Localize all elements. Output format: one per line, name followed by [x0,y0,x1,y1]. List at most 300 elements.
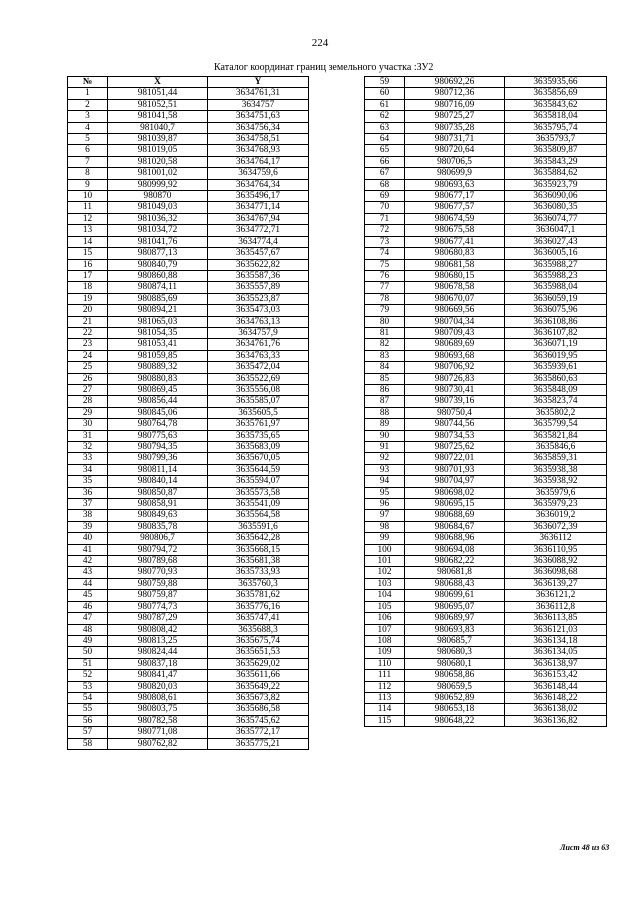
x-coordinate: 980712,36 [405,88,505,99]
y-coordinate: 3635859,31 [505,453,607,464]
x-coordinate: 980652,89 [405,692,505,703]
x-coordinate: 980699,9 [405,168,505,179]
catalog-title: Каталог координат границ земельного участка :ЗУ2 [214,62,434,73]
y-coordinate: 3634761,31 [208,88,309,99]
y-coordinate: 3635673,82 [208,692,309,703]
point-number: 23 [68,339,108,350]
point-number: 63 [365,122,405,133]
table-row [365,476,607,487]
table-row [68,156,309,167]
y-coordinate: 3635651,53 [208,647,309,658]
y-coordinate: 3636047,1 [505,225,607,236]
point-number: 38 [68,510,108,521]
point-number: 3 [68,111,108,122]
point-number: 12 [68,213,108,224]
y-coordinate: 3635496,17 [208,191,309,202]
y-coordinate: 3635846,6 [505,442,607,453]
point-number: 115 [365,715,405,726]
y-coordinate: 3635884,62 [505,168,607,179]
point-number: 53 [68,681,108,692]
point-number: 83 [365,350,405,361]
point-number: 106 [365,613,405,624]
table-row [68,635,309,646]
y-coordinate: 3636121,03 [505,624,607,635]
x-coordinate: 980750,4 [405,407,505,418]
x-coordinate: 980674,59 [405,213,505,224]
x-coordinate: 980840,79 [108,259,208,270]
x-coordinate: 981041,58 [108,111,208,122]
x-coordinate: 980682,22 [405,556,505,567]
y-coordinate: 3635809,87 [505,145,607,156]
table-row [365,670,607,681]
point-number: 62 [365,111,405,122]
y-coordinate: 3636148,44 [505,681,607,692]
table-row [365,487,607,498]
x-coordinate: 980824,44 [108,647,208,658]
point-number: 58 [68,738,108,749]
table-row [68,681,309,692]
table-row [365,293,607,304]
point-number: 29 [68,407,108,418]
y-coordinate: 3635668,15 [208,544,309,555]
table-row [68,727,309,738]
point-number: 79 [365,305,405,316]
x-coordinate: 980813,25 [108,635,208,646]
table-row [365,248,607,259]
table-row [68,464,309,475]
point-number: 71 [365,213,405,224]
y-coordinate: 3635522,69 [208,373,309,384]
x-coordinate: 980730,41 [405,384,505,395]
x-coordinate: 980695,07 [405,601,505,612]
y-coordinate: 3636136,82 [505,715,607,726]
table-row [68,476,309,487]
point-number: 75 [365,259,405,270]
table-header-row [68,77,309,88]
table-row [365,213,607,224]
y-coordinate: 3635938,92 [505,476,607,487]
y-coordinate: 3635670,05 [208,453,309,464]
table-row [68,624,309,635]
x-coordinate: 980806,7 [108,533,208,544]
table-row [68,168,309,179]
y-coordinate: 3636107,82 [505,327,607,338]
y-coordinate: 3634757 [208,99,309,110]
y-coordinate: 3636005,16 [505,248,607,259]
point-number: 84 [365,362,405,373]
x-coordinate: 980762,82 [108,738,208,749]
y-coordinate: 3634759,6 [208,168,309,179]
point-number: 41 [68,544,108,555]
x-coordinate: 980698,02 [405,487,505,498]
point-number: 19 [68,293,108,304]
x-coordinate: 980845,06 [108,407,208,418]
y-coordinate: 3635793,7 [505,134,607,145]
table-row [365,327,607,338]
y-coordinate: 3635772,17 [208,727,309,738]
x-coordinate: 980744,56 [405,419,505,430]
point-number: 97 [365,510,405,521]
x-coordinate: 981065,03 [108,316,208,327]
point-number: 64 [365,134,405,145]
x-coordinate: 980704,97 [405,476,505,487]
table-row [365,533,607,544]
point-number: 43 [68,567,108,578]
y-coordinate: 3636019,95 [505,350,607,361]
x-coordinate: 980675,58 [405,225,505,236]
table-row [68,122,309,133]
y-coordinate: 3635760,3 [208,578,309,589]
x-coordinate: 980739,16 [405,396,505,407]
x-coordinate: 980789,68 [108,556,208,567]
y-coordinate: 3634764,34 [208,179,309,190]
table-row [365,225,607,236]
x-coordinate: 980685,7 [405,635,505,646]
x-coordinate: 980706,5 [405,156,505,167]
table-row [365,282,607,293]
x-coordinate: 981041,76 [108,236,208,247]
y-coordinate: 3635848,09 [505,384,607,395]
point-number: 34 [68,464,108,475]
x-coordinate: 981054,35 [108,327,208,338]
x-coordinate: 980841,47 [108,670,208,681]
point-number: 54 [68,692,108,703]
x-coordinate: 981051,44 [108,88,208,99]
table-row [68,738,309,749]
y-coordinate: 3636080,35 [505,202,607,213]
point-number: 107 [365,624,405,635]
y-coordinate: 3636112,8 [505,601,607,612]
point-number: 113 [365,692,405,703]
table-row [365,259,607,270]
point-number: 10 [68,191,108,202]
x-coordinate: 980688,43 [405,578,505,589]
table-row [365,567,607,578]
y-coordinate: 3635644,59 [208,464,309,475]
x-coordinate: 980759,87 [108,590,208,601]
y-coordinate: 3635523,87 [208,293,309,304]
point-number: 112 [365,681,405,692]
point-number: 44 [68,578,108,589]
x-coordinate: 980725,27 [405,111,505,122]
x-coordinate: 981039,87 [108,134,208,145]
y-coordinate: 3635605,5 [208,407,309,418]
x-coordinate: 980701,93 [405,464,505,475]
point-number: 60 [365,88,405,99]
x-coordinate: 981036,32 [108,213,208,224]
point-number: 56 [68,715,108,726]
point-number: 99 [365,533,405,544]
y-coordinate: 3636134,05 [505,647,607,658]
sheet-footer: Лист 48 из 63 [560,843,610,852]
point-number: 13 [68,225,108,236]
point-number: 25 [68,362,108,373]
x-coordinate: 980856,44 [108,396,208,407]
point-number: 47 [68,613,108,624]
x-coordinate: 980689,69 [405,339,505,350]
x-coordinate: 980693,63 [405,179,505,190]
x-coordinate: 981059,85 [108,350,208,361]
point-number: 26 [68,373,108,384]
table-row [365,316,607,327]
y-coordinate: 3635688,3 [208,624,309,635]
point-number: 24 [68,350,108,361]
point-number: 57 [68,727,108,738]
x-coordinate: 980874,11 [108,282,208,293]
table-row [68,670,309,681]
y-coordinate: 3636088,92 [505,556,607,567]
table-row [365,168,607,179]
table-body-left [68,88,309,750]
header-y: Y [208,77,309,88]
table-row [365,373,607,384]
point-number: 32 [68,442,108,453]
y-coordinate: 3636027,43 [505,236,607,247]
table-row [68,647,309,658]
point-number: 5 [68,134,108,145]
y-coordinate: 3634763,33 [208,350,309,361]
table-row [68,590,309,601]
x-coordinate: 980782,58 [108,715,208,726]
header-num: № [68,77,108,88]
point-number: 21 [68,316,108,327]
point-number: 87 [365,396,405,407]
table-row [365,464,607,475]
table-row [68,99,309,110]
x-coordinate: 980999,92 [108,179,208,190]
point-number: 11 [68,202,108,213]
y-coordinate: 3634768,93 [208,145,309,156]
y-coordinate: 3636072,39 [505,521,607,532]
y-coordinate: 3635733,93 [208,567,309,578]
point-number: 85 [365,373,405,384]
table-row [68,407,309,418]
y-coordinate: 3635622,82 [208,259,309,270]
table-row [68,134,309,145]
table-row [365,77,607,88]
table-row [365,681,607,692]
x-coordinate: 980774,73 [108,601,208,612]
y-coordinate: 3635745,62 [208,715,309,726]
x-coordinate: 980648,22 [405,715,505,726]
x-coordinate: 980850,87 [108,487,208,498]
table-row [68,270,309,281]
x-coordinate: 980775,63 [108,430,208,441]
y-coordinate: 3634757,9 [208,327,309,338]
y-coordinate: 3636138,02 [505,704,607,715]
x-coordinate: 980694,08 [405,544,505,555]
point-number: 22 [68,327,108,338]
y-coordinate: 3636134,18 [505,635,607,646]
table-row [68,544,309,555]
point-number: 95 [365,487,405,498]
x-coordinate: 980658,86 [405,670,505,681]
y-coordinate: 3635681,38 [208,556,309,567]
y-coordinate: 3635843,29 [505,156,607,167]
table-row [68,419,309,430]
x-coordinate: 980811,14 [108,464,208,475]
table-row [365,453,607,464]
table-row [68,442,309,453]
x-coordinate: 980885,69 [108,293,208,304]
table-row [365,419,607,430]
point-number: 74 [365,248,405,259]
table-row [365,658,607,669]
x-coordinate: 980880,83 [108,373,208,384]
x-coordinate: 980764,78 [108,419,208,430]
x-coordinate: 980794,35 [108,442,208,453]
y-coordinate: 3635776,16 [208,601,309,612]
x-coordinate: 981049,03 [108,202,208,213]
table-row [68,179,309,190]
table-row [68,692,309,703]
table-row [365,202,607,213]
table-row [68,191,309,202]
table-row [68,510,309,521]
point-number: 59 [365,77,405,88]
point-number: 61 [365,99,405,110]
point-number: 28 [68,396,108,407]
point-number: 88 [365,407,405,418]
table-row [365,430,607,441]
y-coordinate: 3635802,2 [505,407,607,418]
x-coordinate: 980680,1 [405,658,505,669]
x-coordinate: 980688,69 [405,510,505,521]
table-body-right [365,77,607,727]
point-number: 1 [68,88,108,99]
x-coordinate: 980681,58 [405,259,505,270]
point-number: 17 [68,270,108,281]
table-row [68,601,309,612]
y-coordinate: 3634756,34 [208,122,309,133]
y-coordinate: 3635860,63 [505,373,607,384]
x-coordinate: 980840,14 [108,476,208,487]
x-coordinate: 980677,17 [405,191,505,202]
y-coordinate: 3635747,41 [208,613,309,624]
x-coordinate: 980877,13 [108,248,208,259]
point-number: 102 [365,567,405,578]
y-coordinate: 3635818,04 [505,111,607,122]
y-coordinate: 3636075,96 [505,305,607,316]
y-coordinate: 3635686,58 [208,704,309,715]
table-row [68,236,309,247]
point-number: 101 [365,556,405,567]
y-coordinate: 3635979,6 [505,487,607,498]
x-coordinate: 980803,75 [108,704,208,715]
x-coordinate: 980720,64 [405,145,505,156]
y-coordinate: 3636153,42 [505,670,607,681]
table-row [365,715,607,726]
table-row [68,715,309,726]
table-row [68,533,309,544]
point-number: 14 [68,236,108,247]
point-number: 109 [365,647,405,658]
x-coordinate: 980704,34 [405,316,505,327]
x-coordinate: 980677,57 [405,202,505,213]
point-number: 49 [68,635,108,646]
x-coordinate: 980787,29 [108,613,208,624]
point-number: 78 [365,293,405,304]
table-row [68,578,309,589]
x-coordinate: 980677,41 [405,236,505,247]
x-coordinate: 980894,21 [108,305,208,316]
table-row [365,305,607,316]
y-coordinate: 3635795,74 [505,122,607,133]
point-number: 35 [68,476,108,487]
table-row [365,613,607,624]
table-row [68,316,309,327]
point-number: 98 [365,521,405,532]
table-row [68,373,309,384]
point-number: 68 [365,179,405,190]
table-row [68,487,309,498]
x-coordinate: 980706,92 [405,362,505,373]
y-coordinate: 3635594,07 [208,476,309,487]
x-coordinate: 980735,28 [405,122,505,133]
table-row [68,350,309,361]
table-row [365,499,607,510]
point-number: 94 [365,476,405,487]
table-row [365,578,607,589]
table-row [68,499,309,510]
point-number: 50 [68,647,108,658]
x-coordinate: 980692,26 [405,77,505,88]
point-number: 73 [365,236,405,247]
x-coordinate: 980734,53 [405,430,505,441]
table-row [68,88,309,99]
y-coordinate: 3635556,08 [208,384,309,395]
y-coordinate: 3636148,22 [505,692,607,703]
point-number: 9 [68,179,108,190]
point-number: 45 [68,590,108,601]
y-coordinate: 3635799,54 [505,419,607,430]
y-coordinate: 3635541,09 [208,499,309,510]
page-number: 224 [311,37,329,49]
y-coordinate: 3635988,27 [505,259,607,270]
table-row [68,567,309,578]
table-row [68,430,309,441]
table-row [365,692,607,703]
point-number: 69 [365,191,405,202]
x-coordinate: 981034,72 [108,225,208,236]
table-row [68,282,309,293]
table-row [365,134,607,145]
point-number: 39 [68,521,108,532]
x-coordinate: 980722,01 [405,453,505,464]
point-number: 31 [68,430,108,441]
point-number: 42 [68,556,108,567]
y-coordinate: 3635988,23 [505,270,607,281]
y-coordinate: 3635557,89 [208,282,309,293]
x-coordinate: 980653,18 [405,704,505,715]
y-coordinate: 3635979,23 [505,499,607,510]
table-row [365,191,607,202]
x-coordinate: 980808,42 [108,624,208,635]
y-coordinate: 3634767,94 [208,213,309,224]
x-coordinate: 980680,15 [405,270,505,281]
y-coordinate: 3636059,19 [505,293,607,304]
point-number: 65 [365,145,405,156]
x-coordinate: 980716,09 [405,99,505,110]
point-number: 77 [365,282,405,293]
point-number: 27 [68,384,108,395]
table-row [365,156,607,167]
y-coordinate: 3636071,19 [505,339,607,350]
table-row [68,453,309,464]
table-row [365,145,607,156]
table-row [365,601,607,612]
table-row [68,339,309,350]
